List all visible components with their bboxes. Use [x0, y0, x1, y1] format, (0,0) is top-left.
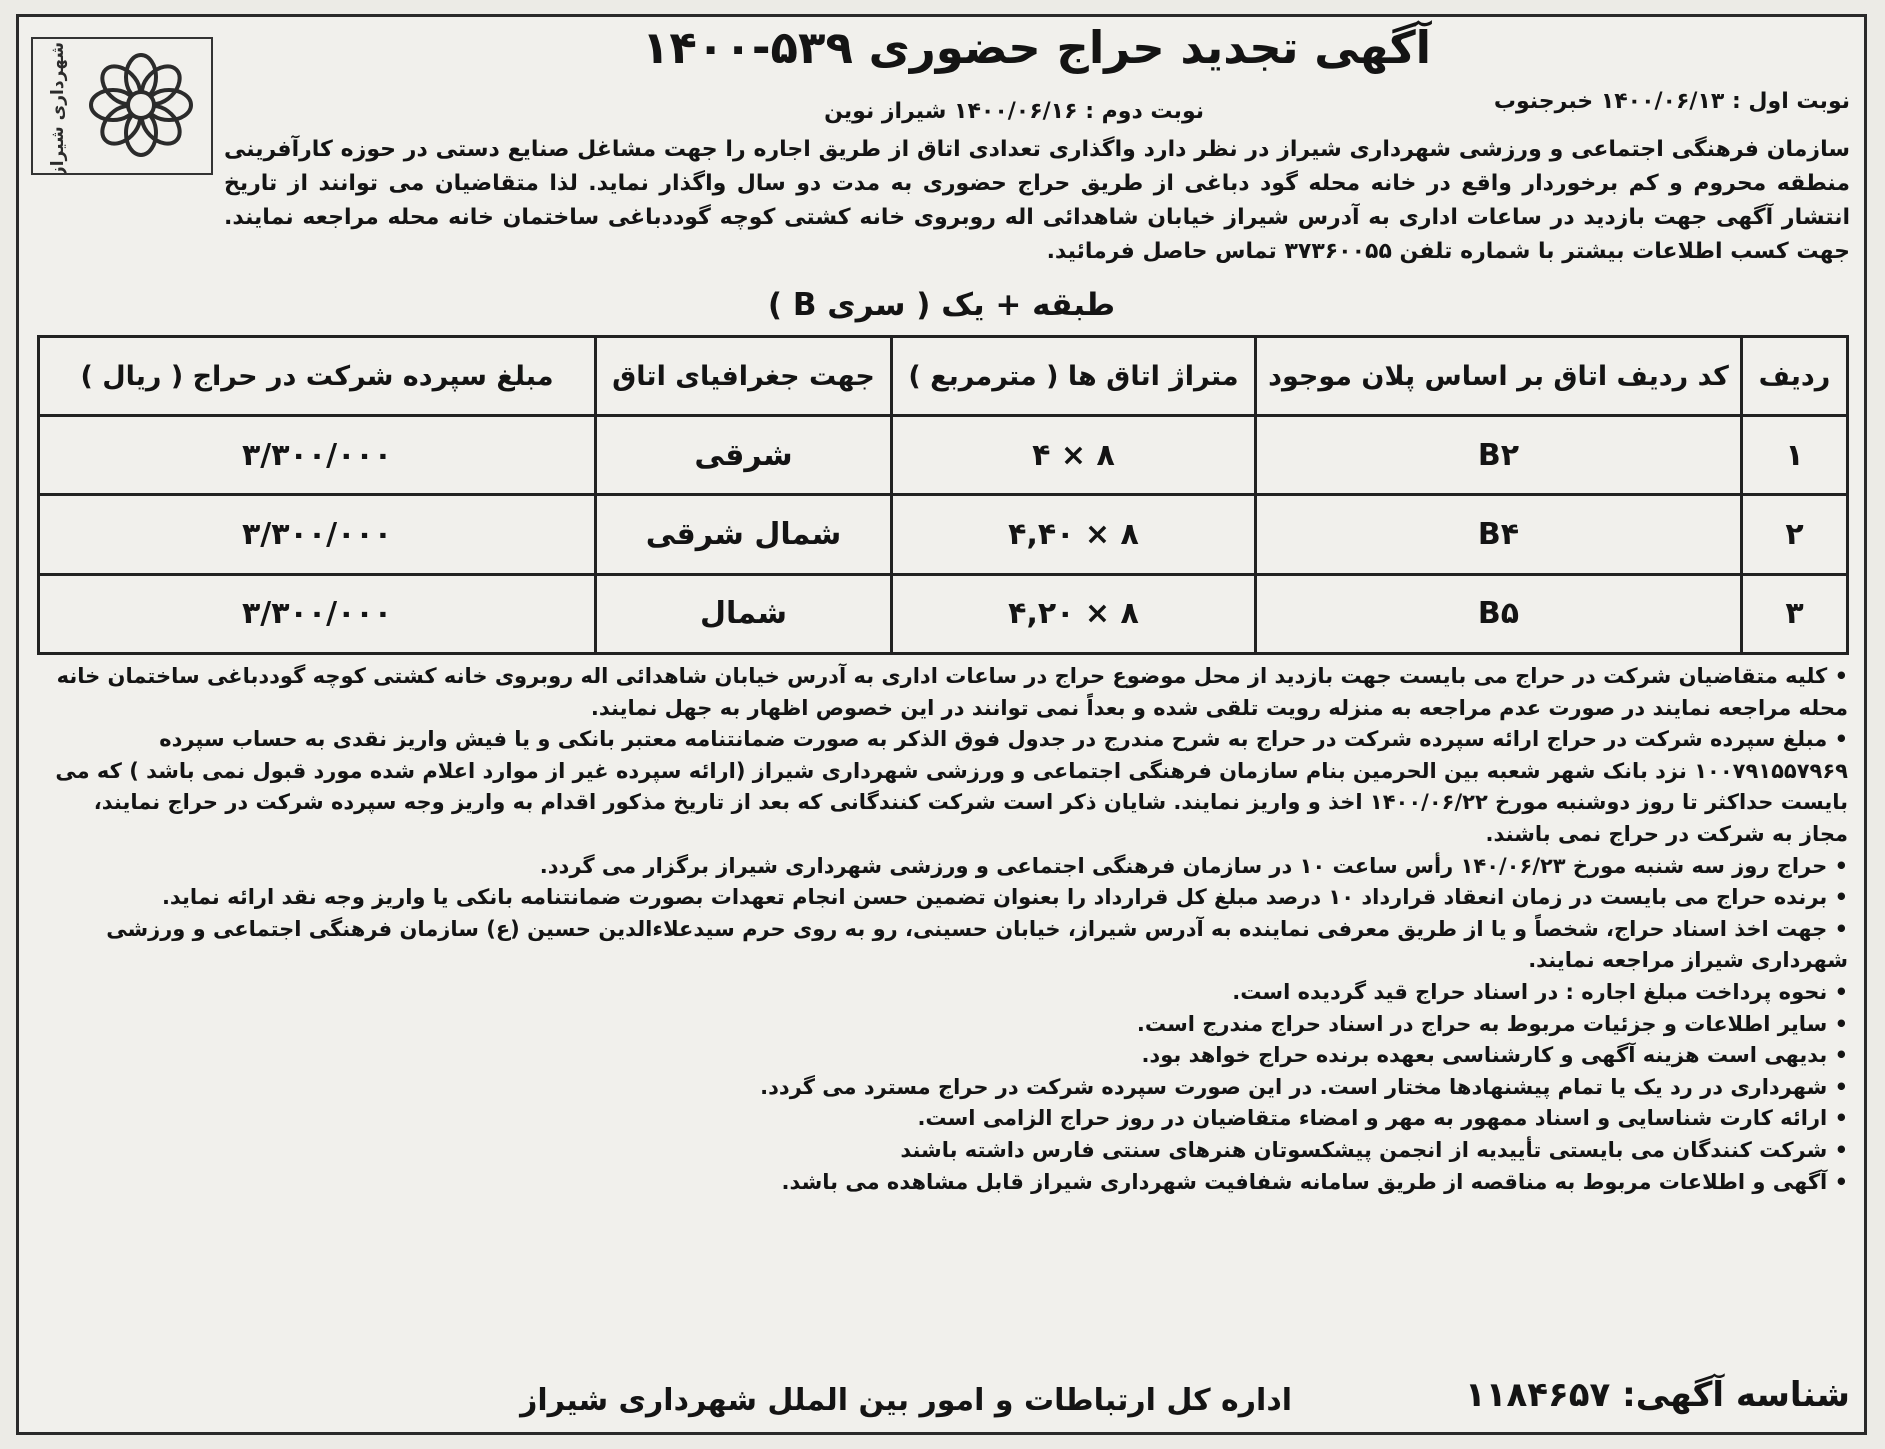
second-round-notice: نوبت دوم : ۱۴۰۰/۰۶/۱۶ شیراز نوین [824, 99, 1204, 124]
condition-item: • مبلغ سپرده شرکت در حراج ارائه سپرده شرکت در حراج به شرح مندرج در جدول فوق الذکر به صورت ضمانتنامه معتبر بانکی و یا فیش واریز نقدی به حساب سپرده ۱۰۰۷۹۱۵۵۷۹۶۹ نزد بانک شهر شعبه بین الحرمین بنام سازمان فرهنگی اجتماعی و ورزشی شهرداری شیراز (ارائه سپرده غیر از موارد اعلام شده مورد قبول نمی باشد ) که می بایست حداکثر تا روز دوشنبه مورخ ۱۴۰۰/۰۶/۲۲ اخذ و واریز نمایند. شایان ذکر است شرکت کنندگانی که بعد از تاریخ مذکور اقدام به واریز وجه سپرده شرکت در حراج نمایند، مجاز به شرکت در حراج نمی باشند. [49, 724, 1848, 850]
room-direction-cell: شمال [596, 574, 892, 653]
table-header-cell: متراژ اتاق ها ( مترمربع ) [892, 337, 1256, 416]
row-number-cell: ۱ [1742, 416, 1848, 495]
rooms-table [37, 335, 1849, 655]
room-area-cell: ۸ × ۴ [892, 416, 1256, 495]
room-area-cell: ۸ × ۴,۴۰ [892, 495, 1256, 574]
municipality-logo [31, 37, 213, 175]
condition-item: • شهرداری در رد یک یا تمام پیشنهادها مختار است. در این صورت سپرده شرکت در حراج مسترد می گردد. [49, 1072, 1848, 1104]
room-direction-cell: شرقی [596, 416, 892, 495]
condition-item: • بدیهی است هزینه آگهی و کارشناسی بعهده برنده حراج خواهد بود. [49, 1040, 1848, 1072]
intro-paragraph: سازمان فرهنگی اجتماعی و ورزشی شهرداری شیراز در نظر دارد واگذاری تعدادی اتاق از طریق اجاره را جهت مشاغل صنایع دستی در حوزه کارآفرینی منطقه محروم و کم برخوردار واقع در خانه محله گود دباغی از طریق حراج حضوری به مدت دو سال واگذار نماید. لذا متقاضیان می توانند از تاریخ انتشار آگهی جهت بازدید در ساعات اداری به آدرس شیراز خیابان شاهدائی اله روبروی خانه کشتی کوچه گوددباغی ساختمان خانه محله مراجعه نمایند. جهت کسب اطلاعات بیشتر با شماره تلفن ۳۷۳۶۰۰۵۵ تماس حاصل فرمائید. [224, 137, 1850, 264]
table-header-row [39, 337, 1848, 416]
floor-subheading: طبقه + یک ( سری B ) [767, 287, 1116, 323]
ad-identifier: شناسه آگهی: ۱۱۸۴۶۵۷ [1465, 1375, 1850, 1415]
flower-icon [33, 39, 211, 173]
first-round-notice: نوبت اول : ۱۴۰۰/۰۶/۱۳ خبرجنوب [1493, 89, 1850, 114]
row-number-cell: ۳ [1742, 574, 1848, 653]
issuing-office: اداره کل ارتباطات و امور بین الملل شهرداری شیراز [520, 1383, 1292, 1418]
condition-item: • جهت اخذ اسناد حراج، شخصاً و یا از طریق معرفی نماینده به آدرس شیراز، خیابان حسینی، رو به روی حرم سیدعلاءالدین حسین (ع) سازمان فرهنگی اجتماعی و ورزشی شهرداری شیراز مراجعه نمایند. [49, 914, 1848, 977]
row-number-cell: ۲ [1742, 495, 1848, 574]
condition-item: • آگهی و اطلاعات مربوط به مناقصه از طریق سامانه شفافیت شهرداری شیراز قابل مشاهده می باشد. [49, 1167, 1848, 1199]
condition-item: • ارائه کارت شناسایی و اسناد ممهور به مهر و امضاء متقاضیان در روز حراج الزامی است. [49, 1103, 1848, 1135]
condition-item: • شرکت کنندگان می بایستی تأییدیه از انجمن پیشکسوتان هنرهای سنتی فارس داشته باشند [49, 1135, 1848, 1167]
table-header-cell: جهت جغرافیای اتاق [596, 337, 892, 416]
logo-caption: شهرداری شیراز [48, 41, 68, 173]
room-direction-cell: شمال شرقی [596, 495, 892, 574]
room-code-cell: B۵ [1256, 574, 1742, 653]
room-area-cell: ۸ × ۴,۲۰ [892, 574, 1256, 653]
condition-item: • کلیه متقاضیان شرکت در حراج می بایست جهت بازدید از محل موضوع حراج در ساعات اداری به آدرس خیابان شاهدائی اله روبروی خانه کشتی کوچه گوددباغی ساختمان خانه محله مراجعه نمایند در صورت عدم مراجعه به منزله رویت تلقی شده و بعداً نمی توانند در این خصوص اظهار به جهل نمایند. [49, 661, 1848, 724]
table-header-cell: مبلغ سپرده شرکت در حراج ( ریال ) [39, 337, 596, 416]
room-code-cell: B۴ [1256, 495, 1742, 574]
ad-footer [19, 1375, 1864, 1431]
deposit-amount-cell: ۳/۳۰۰/۰۰۰ [39, 574, 596, 653]
ad-page [16, 14, 1867, 1435]
conditions-list [49, 661, 1848, 1198]
condition-item: • نحوه پرداخت مبلغ اجاره : در اسناد حراج قید گردیده است. [49, 977, 1848, 1009]
table-header-cell: کد ردیف اتاق بر اساس پلان موجود [1256, 337, 1742, 416]
ad-title: آگهی تجدید حراج حضوری ۵۳۹-۱۴۰۰ [641, 21, 1432, 74]
table-row [39, 495, 1848, 574]
table-row [39, 416, 1848, 495]
deposit-amount-cell: ۳/۳۰۰/۰۰۰ [39, 416, 596, 495]
table-header-cell: ردیف [1742, 337, 1848, 416]
condition-item: • حراج روز سه شنبه مورخ ۱۴۰/۰۶/۲۳ رأس ساعت ۱۰ در سازمان فرهنگی اجتماعی و ورزشی شهرداری شیراز برگزار می گردد. [49, 851, 1848, 883]
table-row [39, 574, 1848, 653]
condition-item: • برنده حراج می بایست در زمان انعقاد قرارداد ۱۰ درصد مبلغ کل قرارداد را بعنوان تضمین حسن انجام تعهدات بصورت ضمانتنامه بانکی یا واریز وجه نقد ارائه نماید. [49, 882, 1848, 914]
deposit-amount-cell: ۳/۳۰۰/۰۰۰ [39, 495, 596, 574]
condition-item: • سایر اطلاعات و جزئیات مربوط به حراج در اسناد حراج مندرج است. [49, 1009, 1848, 1041]
room-code-cell: B۲ [1256, 416, 1742, 495]
